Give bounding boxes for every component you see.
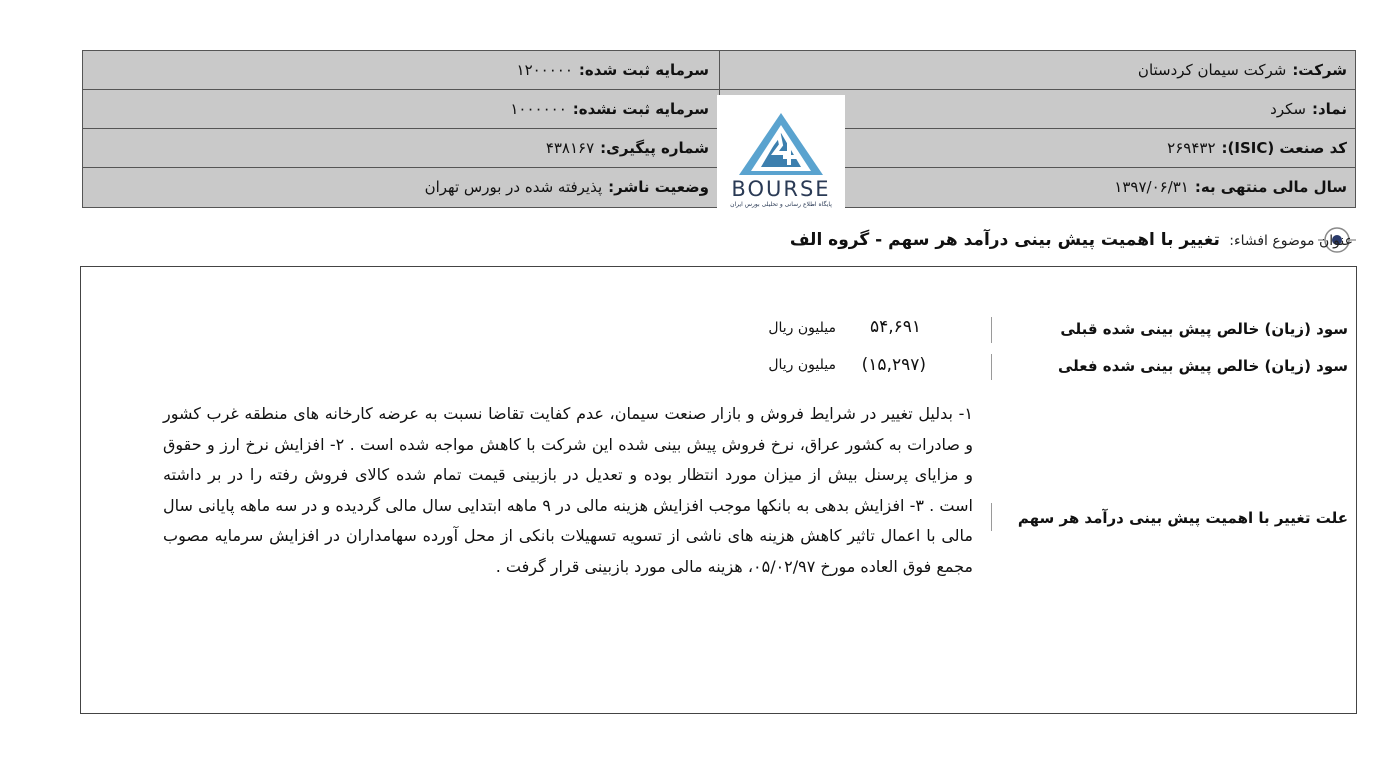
label-separator bbox=[991, 354, 992, 380]
bourse-logo-mark-icon bbox=[717, 95, 845, 179]
isic-value: ۲۶۹۴۳۲ bbox=[1167, 139, 1216, 157]
tracking-value: ۴۳۸۱۶۷ bbox=[545, 139, 595, 157]
fiscal-value: ۱۳۹۷/۰۶/۳۱ bbox=[1114, 178, 1189, 196]
previous-forecast-amount: ۵۴,۶۹۱ bbox=[869, 317, 921, 337]
bourse-logo bbox=[717, 95, 845, 213]
disclosure-subject bbox=[790, 226, 1353, 254]
previous-forecast-unit: میلیون ریال bbox=[768, 320, 836, 336]
subject-value: تغییر با اهمیت پیش بینی درآمد هر سهم - گروه الف bbox=[789, 230, 1220, 250]
company-name-value: شرکت سیمان کردستان bbox=[1137, 61, 1287, 79]
registered-capital-label: سرمایه ثبت شده: bbox=[578, 61, 709, 79]
tracking-cell bbox=[89, 129, 709, 168]
status-label: وضعیت ناشر: bbox=[608, 178, 709, 196]
company-name-label: شرکت: bbox=[1292, 61, 1347, 79]
info-row-company bbox=[83, 51, 1355, 90]
company-name-cell bbox=[727, 51, 1347, 90]
symbol-value: سکرد bbox=[1270, 100, 1306, 118]
status-cell bbox=[89, 168, 709, 207]
previous-forecast-label: سود (زیان) خالص پیش بینی شده قبلی bbox=[1060, 320, 1348, 338]
label-separator bbox=[991, 317, 992, 343]
unregistered-capital-cell bbox=[89, 90, 709, 129]
fiscal-label: سال مالی منتهی به: bbox=[1194, 178, 1347, 196]
symbol-label: نماد: bbox=[1311, 100, 1347, 118]
current-forecast-unit: میلیون ریال bbox=[768, 357, 836, 373]
unregistered-capital-value: ۱۰۰۰۰۰۰ bbox=[510, 100, 567, 118]
isic-label: کد صنعت (ISIC): bbox=[1221, 139, 1347, 157]
logo-word: BOURSE bbox=[731, 177, 831, 201]
reason-label: علت تغییر با اهمیت پیش بینی درآمد هر سهم bbox=[1017, 509, 1348, 527]
status-value: پذیرفته شده در بورس تهران bbox=[424, 178, 603, 196]
registered-capital-cell bbox=[89, 51, 709, 90]
registered-capital-value: ۱۲۰۰۰۰۰ bbox=[516, 61, 573, 79]
reason-text: ۱- بدلیل تغییر در شرایط فروش و بازار صنعت سیمان، عدم کفایت تقاضا نسبت به عرضه کارخانه های منطقه غرب کشور و صادرات به کشور عراق، نرخ فروش پیش بینی شده این شرکت با کاهش مواجه شده است . ۲- افزایش نرخ ارز و حقوق و مزایای پرسنل بیش از میزان مورد انتظار بوده و تعدیل در بازبینی قیمت تمام شده کالای فروش رفته را در بر داشته است . ۳- افزایش بدهی به بانکها موجب افزایش هزینه مالی در ۹ ماهه ابتدایی سال مالی گردیده و در سه ماهه پایانی سال مالی با اعمال تاثیر کاهش هزینه های ناشی از تسویه تسهیلات بانکی از محل آورده سهامداران در افزایش سرمایه مصوب مجمع فوق العاده مورخ ۰۵/۰۲/۹۷، هزینه مالی مورد بازبینی قرار گرفت . bbox=[163, 404, 973, 576]
subject-label: عنوان موضوع افشاء: bbox=[1229, 233, 1353, 249]
logo-subtitle: پایگاه اطلاع رسانی و تحلیلی بورس ایران bbox=[730, 201, 832, 208]
forecast-change-box bbox=[80, 266, 1357, 714]
current-forecast-label: سود (زیان) خالص پیش بینی شده فعلی bbox=[1057, 357, 1348, 375]
current-forecast-amount: (۱۵,۲۹۷) bbox=[861, 355, 926, 375]
label-separator bbox=[991, 503, 992, 531]
unregistered-capital-label: سرمایه ثبت نشده: bbox=[572, 100, 709, 118]
tracking-label: شماره پیگیری: bbox=[600, 139, 709, 157]
